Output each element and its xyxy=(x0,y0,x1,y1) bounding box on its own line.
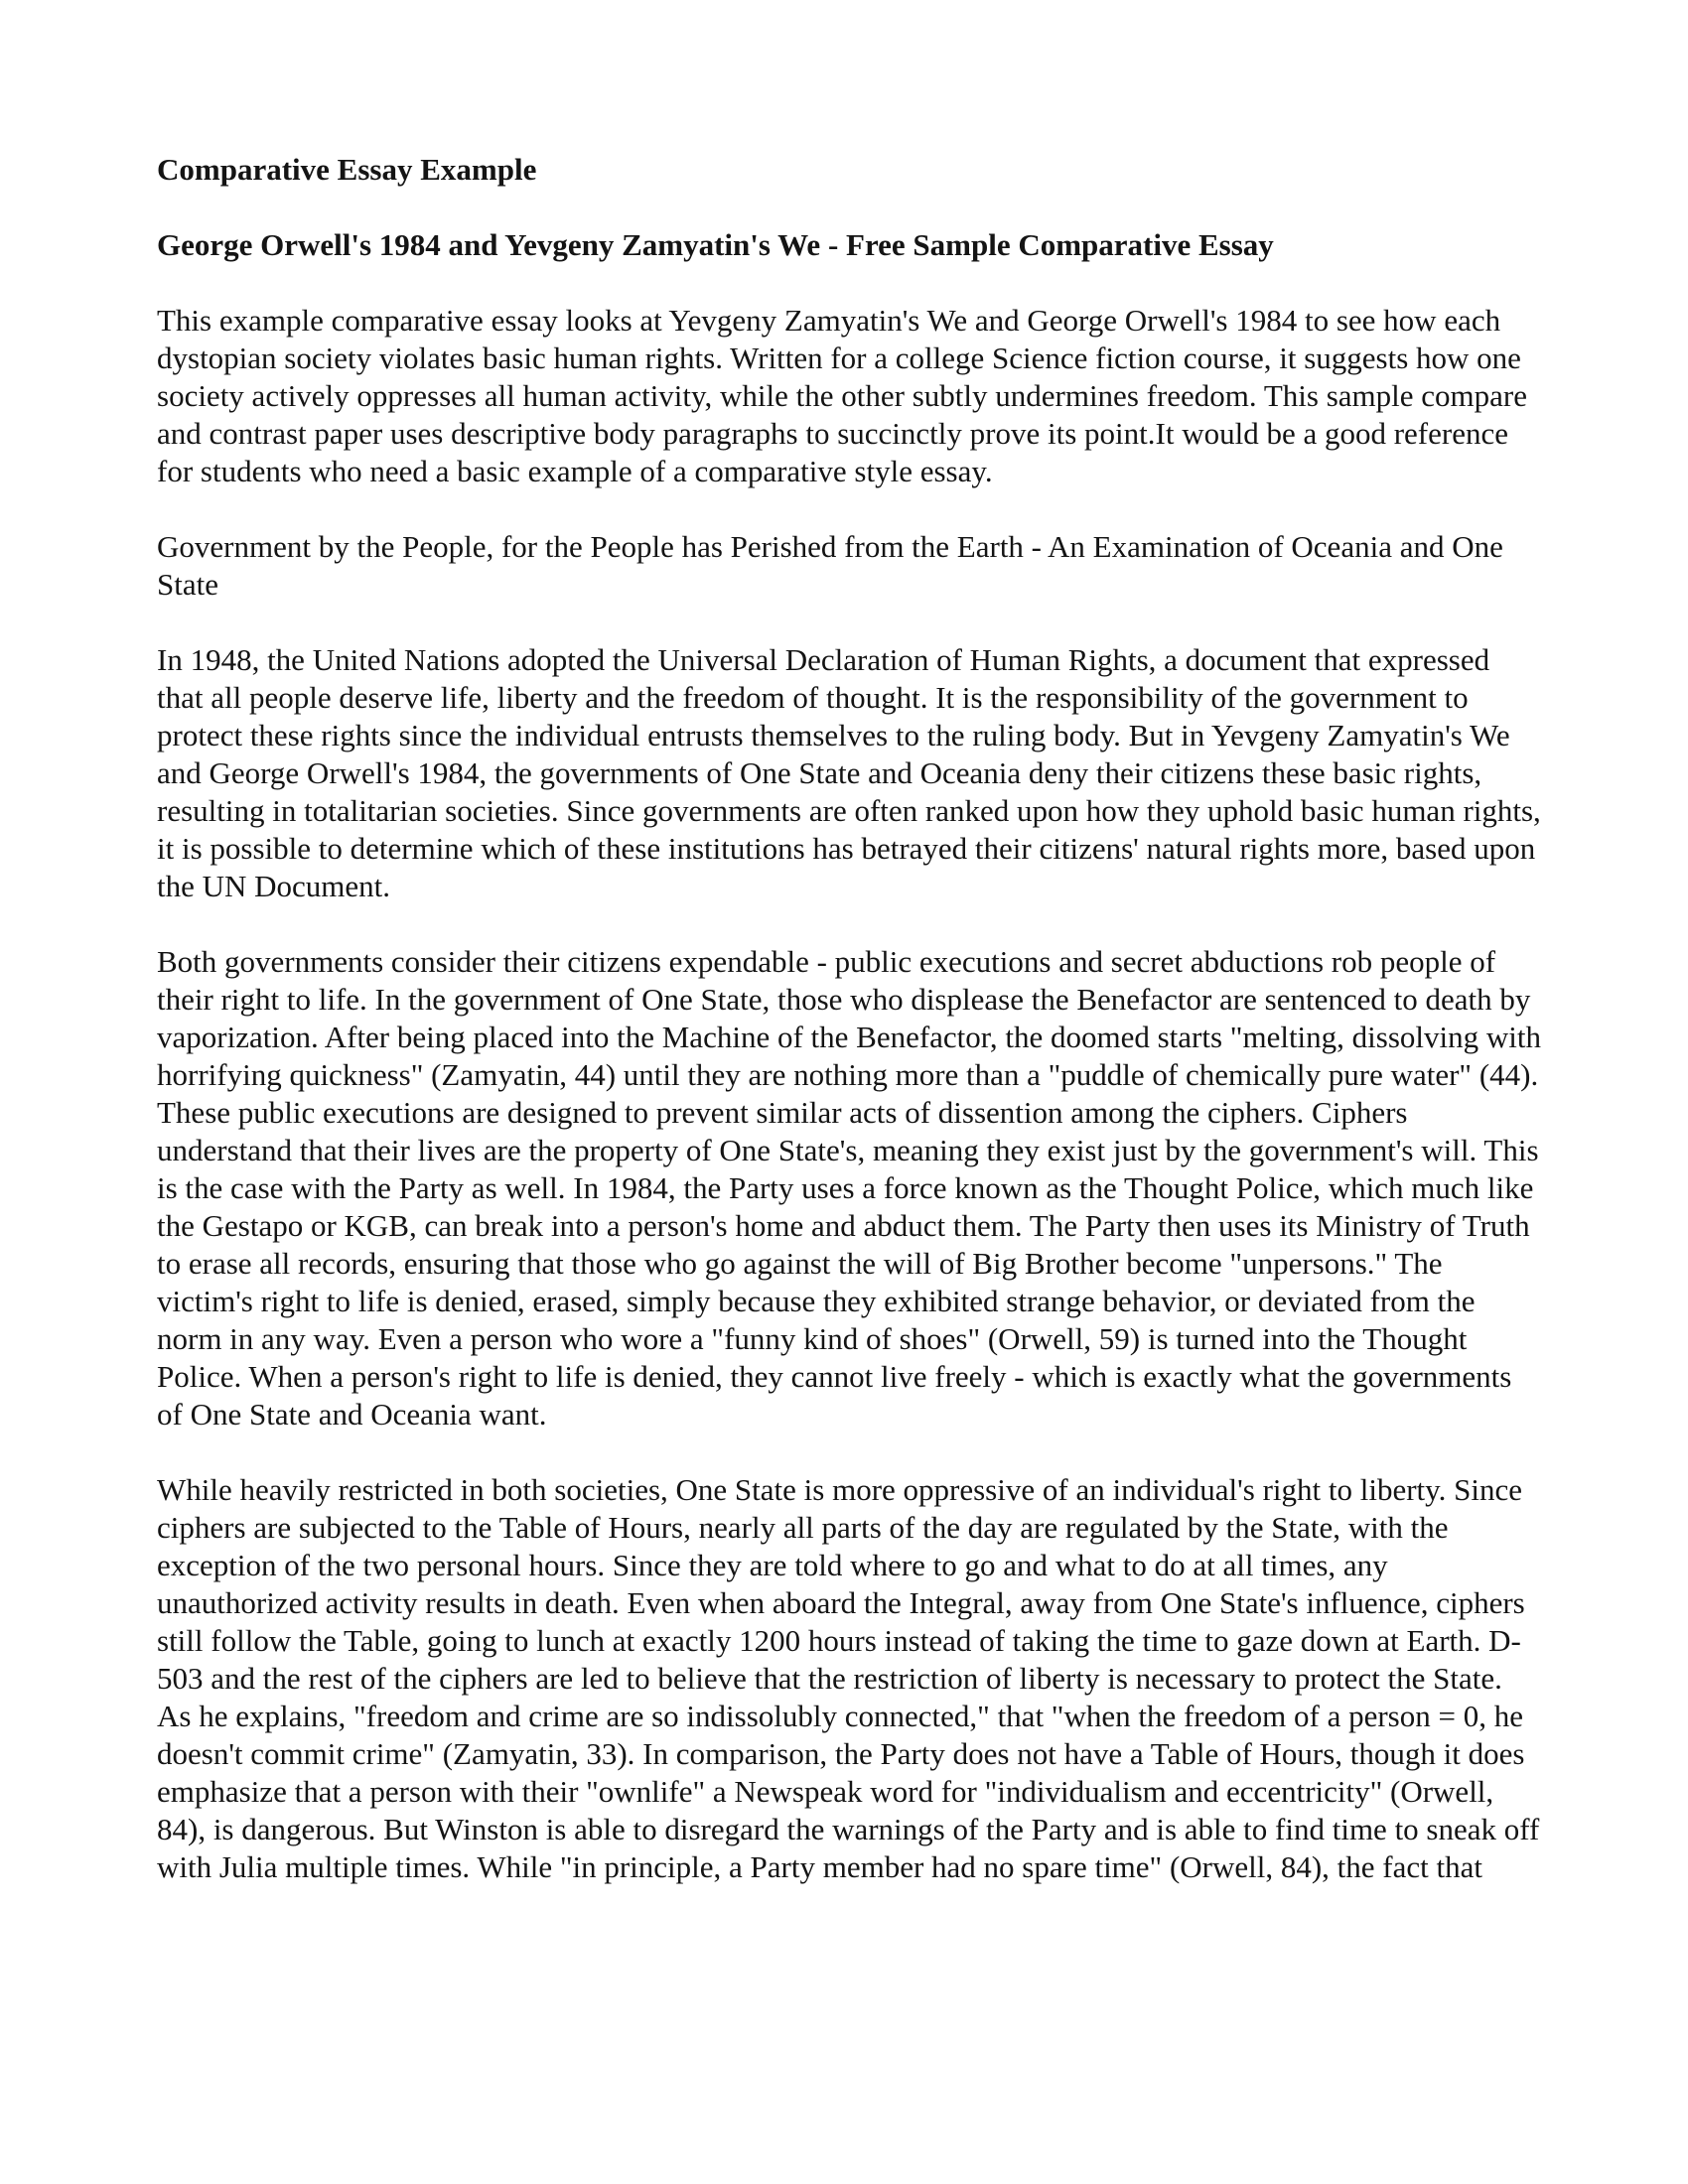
body-paragraph-2: Both governments consider their citizens expendable - public executions and secret abductions rob people of their right to life. In the government of One State, those who displease the Benefactor are sentenced to death by vaporization. After being placed into the Machine of the Benefactor, the doomed starts "melting, dissolving with horrifying quickness" (Zamyatin, 44) until they are nothing more than a "puddle of chemically pure water" (44). These public executions are designed to prevent similar acts of dissention among the ciphers. Ciphers understand that their lives are the property of One State's, meaning they exist just by the government's will. This is the case with the Party as well. In 1984, the Party uses a force known as the Thought Police, which much like the Gestapo or KGB, can break into a person's home and abduct them. The Party then uses its Ministry of Truth to erase all records, ensuring that those who go against the will of Big Brother become "unpersons." The victim's right to life is denied, erased, simply because they exhibited strange behavior, or deviated from the norm in any way. Even a person who wore a "funny kind of shoes" (Orwell, 59) is turned into the Thought Police. When a person's right to life is denied, they cannot live freely - which is exactly what the governments of One State and Oceania want. xyxy=(157,944,1542,1432)
body-paragraph-1: In 1948, the United Nations adopted the Universal Declaration of Human Rights, a document that expressed that all people deserve life, liberty and the freedom of thought. It is the responsibility of the government to protect these rights since the individual entrusts themselves to the ruling body. But in Yevgeny Zamyatin's We and George Orwell's 1984, the governments of One State and Oceania deny their citizens these basic rights, resulting in totalitarian societies. Since governments are often ranked upon how they uphold basic human rights, it is possible to determine which of these institutions has betrayed their citizens' natural rights more, based upon the UN Document. xyxy=(157,642,1541,903)
document-page xyxy=(157,151,1541,1924)
document-title: Comparative Essay Example xyxy=(157,152,537,187)
essay-subtitle: Government by the People, for the People has Perished from the Earth - An Examination of Oceania and One State xyxy=(157,529,1503,602)
essay-title: George Orwell's 1984 and Yevgeny Zamyatin's We - Free Sample Comparative Essay xyxy=(157,227,1274,262)
intro-paragraph: This example comparative essay looks at Yevgeny Zamyatin's We and George Orwell's 1984 to see how each dystopian society violates basic human rights. Written for a college Science fiction course, it suggests how one society actively oppresses all human activity, while the other subtly undermines freedom. This sample compare and contrast paper uses descriptive body paragraphs to succinctly prove its point.It would be a good reference for students who need a basic example of a comparative style essay. xyxy=(157,303,1527,488)
body-paragraph-3: While heavily restricted in both societies, One State is more oppressive of an individual's right to liberty. Since ciphers are subjected to the Table of Hours, nearly all parts of the day are regulated by the State, with the exception of the two personal hours. Since they are told where to go and what to do at all times, any unauthorized activity results in death. Even when aboard the Integral, away from One State's influence, ciphers still follow the Table, going to lunch at exactly 1200 hours instead of taking the time to gaze down at Earth. D-503 and the rest of the ciphers are led to believe that the restriction of liberty is necessary to protect the State. As he explains, "freedom and crime are so indissolubly connected," that "when the freedom of a person = 0, he doesn't commit crime" (Zamyatin, 33). In comparison, the Party does not have a Table of Hours, though it does emphasize that a person with their "ownlife" a Newspeak word for "individualism and eccentricity" (Orwell, 84), is dangerous. But Winston is able to disregard the warnings of the Party and is able to find time to sneak off with Julia multiple times. While "in principle, a Party member had no spare time" (Orwell, 84), the fact that xyxy=(157,1472,1540,1884)
